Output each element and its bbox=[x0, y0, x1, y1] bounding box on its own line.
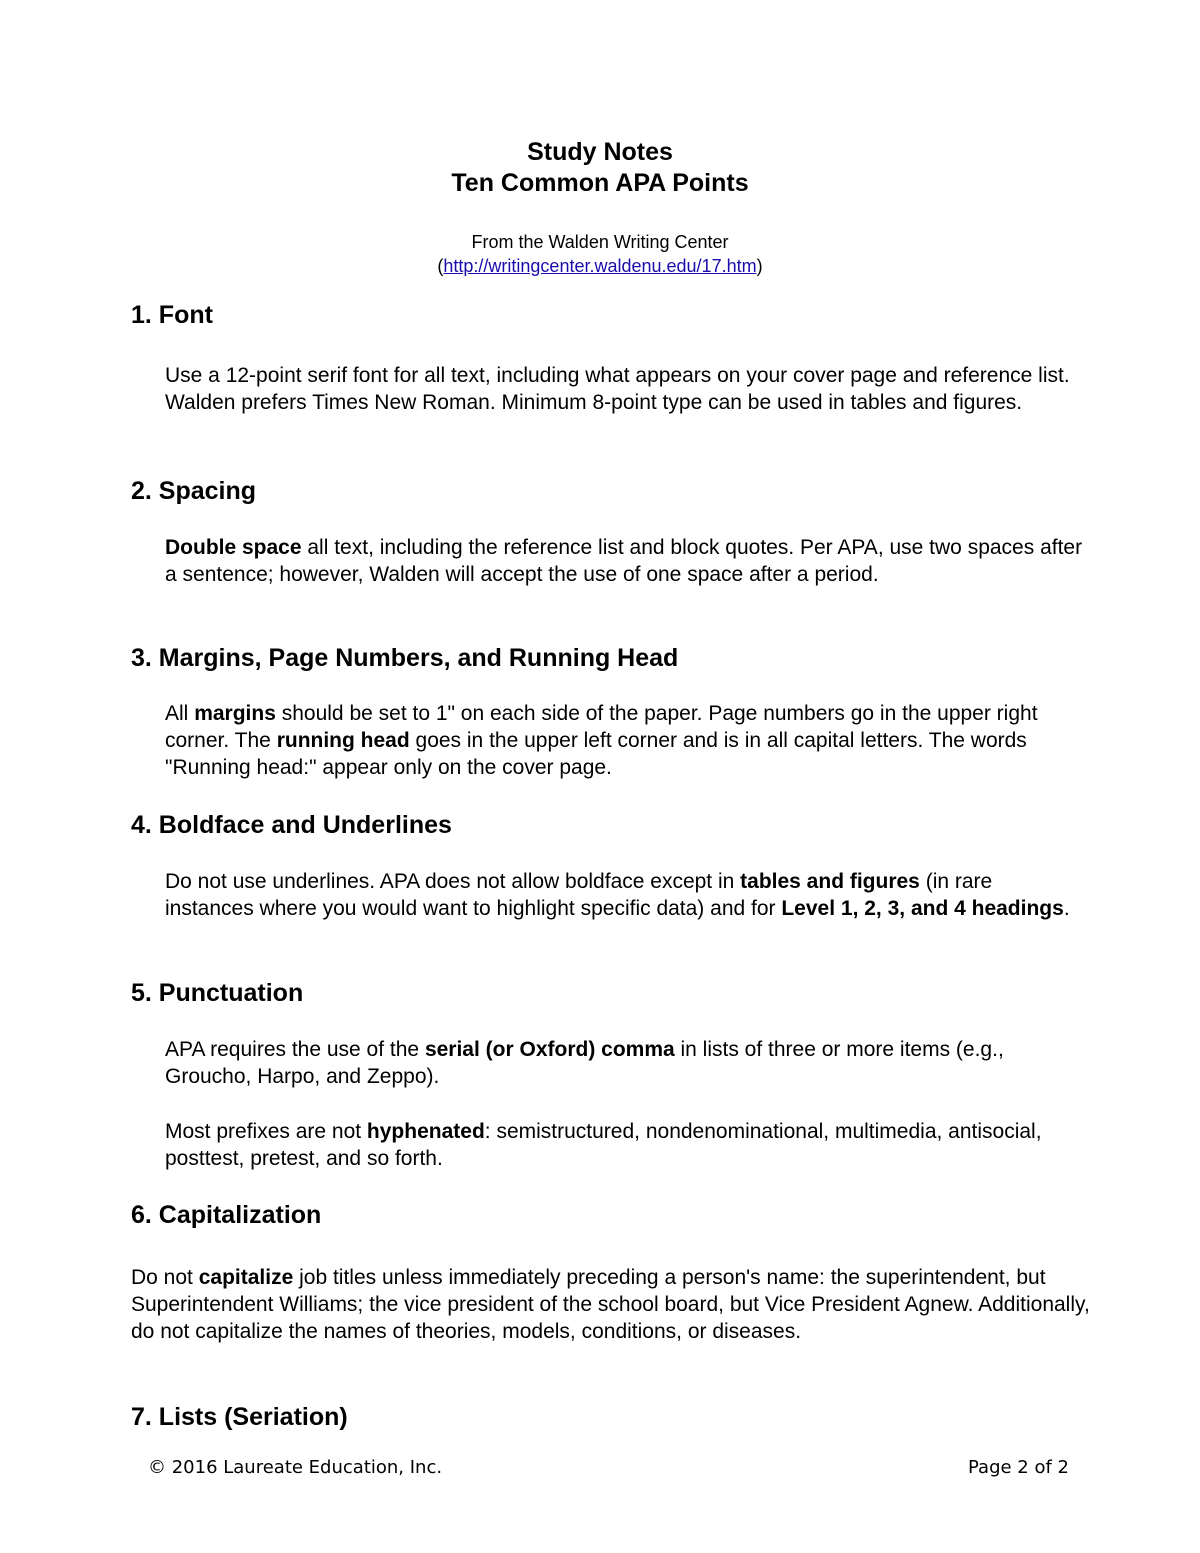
section-paragraph bbox=[165, 700, 1085, 781]
text-run: . bbox=[1063, 897, 1070, 920]
section-heading-punctuation: 5. Punctuation bbox=[131, 979, 304, 1007]
text-run: Most prefixes are not bbox=[165, 1120, 367, 1143]
section-heading-lists: 7. Lists (Seriation) bbox=[131, 1403, 348, 1431]
section-heading-capitalization: 6. Capitalization bbox=[131, 1201, 322, 1229]
section-paragraph bbox=[165, 868, 1085, 922]
bold-text-run: Level 1, 2, 3, and 4 headings bbox=[781, 897, 1064, 920]
bold-text-run: capitalize bbox=[198, 1266, 294, 1289]
text-run: (in rare instances where you would want to highlight specific data) and for bbox=[165, 870, 993, 920]
document-title: Study Notes bbox=[527, 138, 673, 166]
bold-text-run: Double space bbox=[165, 536, 302, 559]
bold-text-run: running head bbox=[276, 729, 410, 752]
footer-copyright: © 2016 Laureate Education, Inc. bbox=[148, 1457, 443, 1478]
document-subtitle: Ten Common APA Points bbox=[451, 169, 749, 197]
section-paragraph bbox=[165, 1118, 1085, 1172]
section-heading-font: 1. Font bbox=[131, 301, 213, 329]
bold-text-run: serial (or Oxford) comma bbox=[424, 1038, 675, 1061]
section-heading-spacing: 2. Spacing bbox=[131, 477, 257, 505]
section-paragraph bbox=[165, 534, 1085, 588]
text-run: in lists of three or more items (e.g., Groucho, Harpo, and Zeppo). bbox=[165, 1038, 1004, 1088]
section-paragraph bbox=[165, 362, 1085, 416]
bold-text-run: margins bbox=[194, 702, 276, 725]
section-paragraph bbox=[165, 1036, 1085, 1090]
close-paren: ) bbox=[756, 256, 763, 276]
text-run: Do not bbox=[131, 1266, 199, 1289]
bold-text-run: tables and figures bbox=[740, 870, 920, 893]
text-run: goes in the upper left corner and is in all capital letters. The words "Running head:" appear only on the cover page. bbox=[165, 729, 1027, 779]
section-heading-margins: 3. Margins, Page Numbers, and Running Head bbox=[131, 644, 679, 672]
text-run: Use a 12-point serif font for all text, including what appears on your cover page and reference list. Walden prefers Times New Roman. Minimum 8-point type can be used in tables and figures. bbox=[165, 364, 1070, 414]
text-run: all text, including the reference list and block quotes. Per APA, use two spaces after a sentence; however, Walden will accept the use of one space after a period. bbox=[165, 536, 1083, 586]
source-line: From the Walden Writing Center bbox=[471, 232, 729, 252]
text-run: job titles unless immediately preceding a person's name: the superintendent, but Superintendent Williams; the vice president of the school board, but Vice President Agnew. Additionally, do not capitalize the names of theories, models, conditions, or diseases. bbox=[131, 1266, 1090, 1343]
section-heading-boldface: 4. Boldface and Underlines bbox=[131, 811, 452, 839]
source-url-line bbox=[0, 254, 1200, 278]
text-run: : semistructured, nondenominational, multimedia, antisocial, posttest, pretest, and so forth. bbox=[165, 1120, 1042, 1170]
text-run: Do not use underlines. APA does not allow boldface except in bbox=[165, 870, 741, 893]
source-link[interactable]: http://writingcenter.waldenu.edu/17.htm bbox=[443, 256, 757, 276]
footer-page-number: Page 2 of 2 bbox=[968, 1457, 1069, 1478]
text-run: APA requires the use of the bbox=[165, 1038, 425, 1061]
text-run: should be set to 1" on each side of the paper. Page numbers go in the upper right corner. The bbox=[165, 702, 1038, 752]
bold-text-run: hyphenated bbox=[366, 1120, 485, 1143]
text-run: All bbox=[165, 702, 195, 725]
open-paren: ( bbox=[437, 256, 444, 276]
section-paragraph bbox=[131, 1264, 1091, 1345]
